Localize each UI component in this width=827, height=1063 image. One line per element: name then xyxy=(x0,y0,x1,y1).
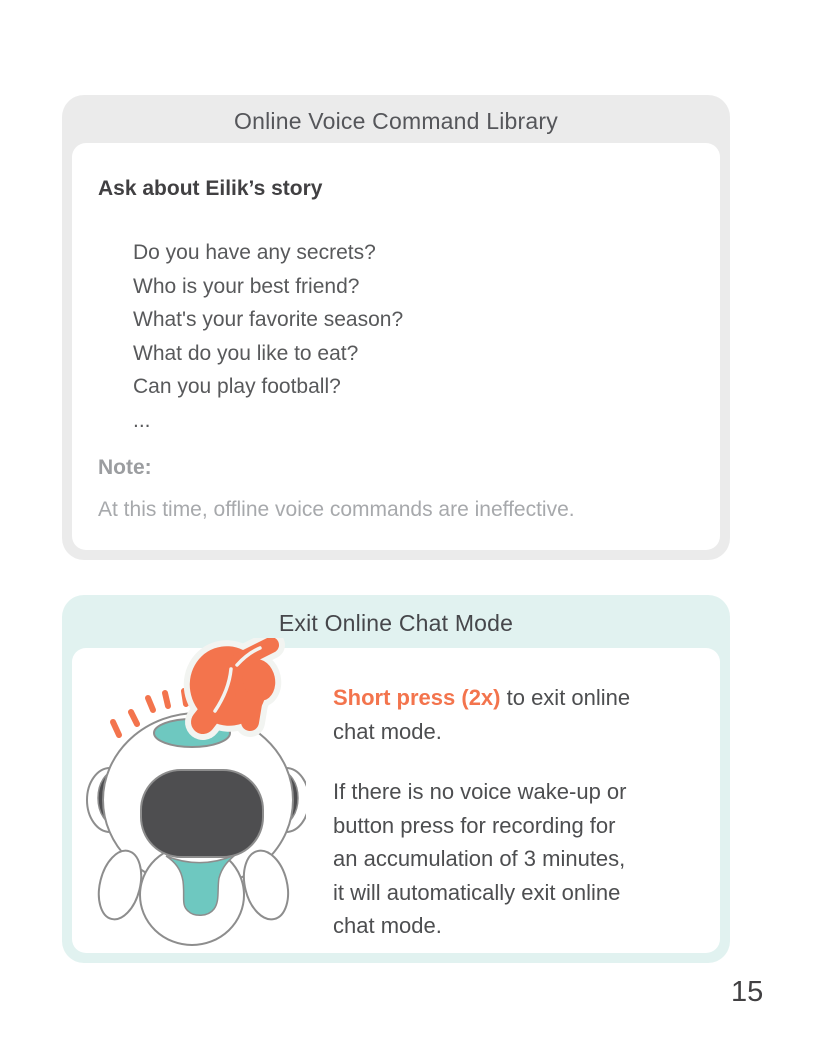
voice-command-item: Can you play football? xyxy=(133,375,341,398)
page-number: 15 xyxy=(731,976,764,1008)
section-heading: Ask about Eilik’s story xyxy=(98,177,323,200)
card-online-voice-command-library xyxy=(62,95,730,560)
voice-command-item: What's your favorite season? xyxy=(133,308,404,331)
voice-command-item: Who is your best friend? xyxy=(133,274,360,298)
card1-title: Online Voice Command Library xyxy=(234,107,558,134)
voice-command-item-ellipsis: ... xyxy=(133,408,151,432)
instructions xyxy=(333,681,703,943)
card1-body xyxy=(72,143,720,550)
note-label: Note: xyxy=(98,456,152,479)
instruction-paragraph-1 xyxy=(333,681,703,748)
instruction-line: If there is no voice wake-up or xyxy=(333,779,627,804)
instruction-line: chat mode. xyxy=(333,718,442,744)
note-text: At this time, offline voice commands are ineffective. xyxy=(98,498,575,521)
instruction-line: chat mode. xyxy=(333,913,442,938)
robot-face-screen xyxy=(141,770,263,857)
card2-title: Exit Online Chat Mode xyxy=(278,610,514,636)
instruction-paragraph-2 xyxy=(333,775,703,943)
short-press-highlight: Short press (2x) xyxy=(333,685,501,710)
voice-command-list xyxy=(133,236,403,437)
card1-header xyxy=(62,95,730,143)
robot-head-press-illustration xyxy=(78,638,306,956)
instruction-line: an accumulation of 3 minutes, xyxy=(333,846,626,871)
pressing-finger-icon xyxy=(179,638,279,737)
voice-command-item: What do you like to eat? xyxy=(133,341,359,365)
instruction-line: it will automatically exit online xyxy=(333,879,621,905)
instruction-line: button press for recording for xyxy=(333,812,616,838)
voice-command-item: Do you have any secrets? xyxy=(133,241,376,264)
instruction-line: to exit online xyxy=(500,685,631,710)
